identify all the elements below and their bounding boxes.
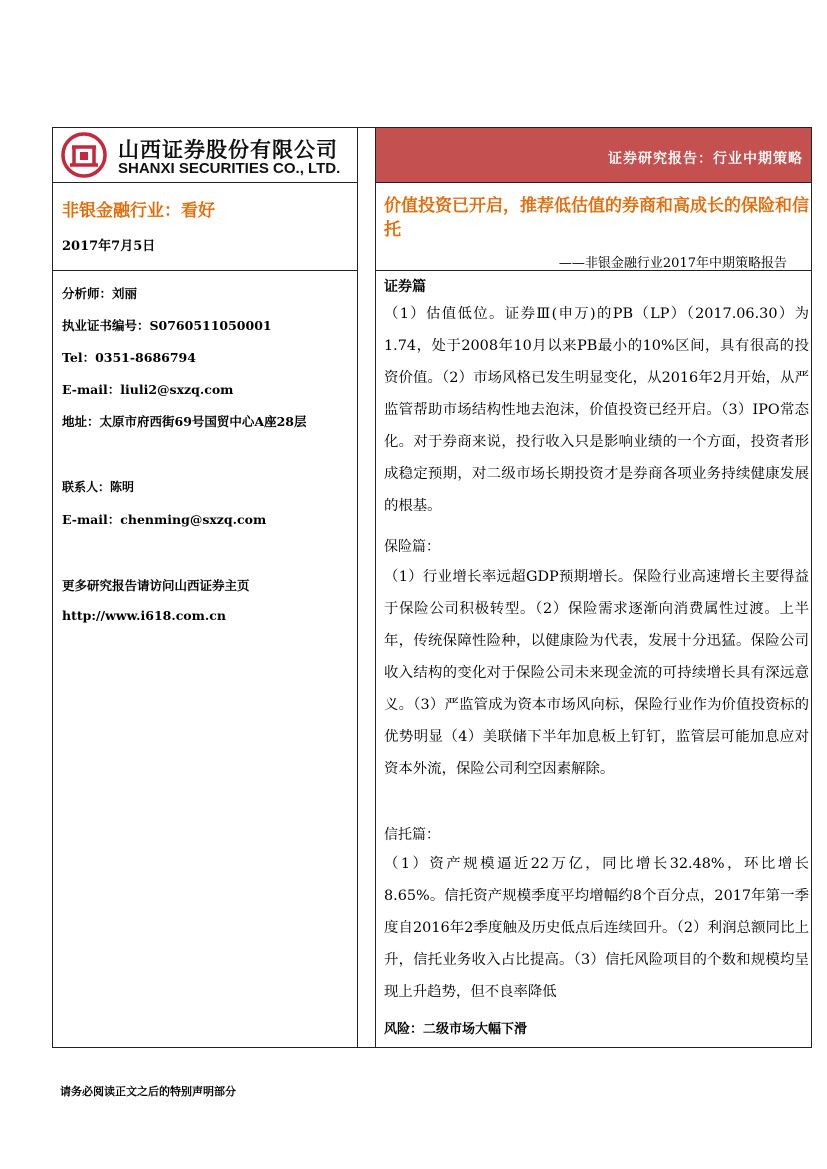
report-date: 2017年7月5日 [62,239,156,254]
trust-section-text: （1）资产规模逼近22万亿，同比增长32.48%，环比增长8.65%。信托资产规模季度平均增幅约8个百分点，2017年第一季度自2016年2季度触及历史低点后连续回升。（2）利润总额同比上升，信托业务收入占比提高。（3）信托风险项目的个数和规模均呈现上升趋势，但不良率降低 [384,856,809,1000]
report-headline: 价值投资已开启，推荐低估值的券商和高成长的保险和信托 [384,196,809,240]
more-reports-note: 更多研究报告请访问山西证券主页 [62,578,250,593]
contact-name: 联系人：陈明 [62,480,135,494]
right-row-divider [375,182,812,183]
securities-section-heading: 证券篇 [384,279,426,295]
company-address: 地址：太原市府西街69号国贸中心A座28层 [62,414,307,429]
company-seal-icon [60,132,108,178]
contact-email[interactable]: E-mail：chenming@sxzq.com [62,512,267,527]
company-name-en: SHANXI SECURITIES CO., LTD. [118,160,341,177]
certificate-number: 执业证书编号：S0760511050001 [62,318,272,333]
company-name-cn: 山西证券股份有限公司 [118,138,338,162]
trust-section-heading: 信托篇： [384,827,440,843]
securities-section-text: （1）估值低位。证券Ⅲ(申万)的PB（LP）（2017.06.30）为1.74，处于2008年10月以来PB最小的10%区间，具有很高的投资价值。（2）市场风格已发生明显变化，从2016年2月开始，从严监管帮助市场结构性地去泡沫，价值投资已经开启。（3）IPO常态化。对于券商来说，投行收入只是影响业绩的一个方面，投资者形成稳定预期，对二级市场长期投资才是券商各项业务持续健康发展的根基。 [384,306,809,514]
insurance-section-heading: 保险篇： [384,539,440,555]
report-type-title: 证券研究报告：行业中期策略 [608,151,803,167]
analyst-name: 分析师：刘丽 [62,286,138,301]
industry-rating: 非银金融行业：看好 [62,201,215,221]
risk-note: 风险：二级市场大幅下滑 [384,1022,528,1037]
analyst-email[interactable]: E-mail：liuli2@sxzq.com [62,382,234,397]
left-row-divider [52,182,358,183]
insurance-section-text: （1）行业增长率远超GDP预期增长。保险行业高速增长主要得益于保险公司积极转型。（2）保险需求逐渐向消费属性过渡。上半年，传统保障性险种，以健康险为代表，发展十分迅猛。保险公司收入结构的变化对于保险公司未来现金流的可持续增长具有深远意义。（3）严监管成为资本市场风向标，保险行业作为价值投资标的优势明显（4）美联储下半年加息板上钉钉，监管层可能加息应对资本外流，保险公司利空因素解除。 [384,569,809,777]
column-divider-left [357,127,358,1048]
report-type-banner [376,128,811,182]
company-logo [58,132,358,178]
disclaimer-note: 请务必阅读正文之后的特别声明部分 [60,1085,236,1098]
website-link[interactable]: http://www.i618.com.cn [62,608,226,623]
left-row-divider-2 [52,270,358,271]
column-divider-right [375,127,376,1048]
analyst-tel: Tel：0351-8686794 [62,350,196,365]
report-subtitle: ——非银金融行业2017年中期策略报告 [558,256,787,271]
